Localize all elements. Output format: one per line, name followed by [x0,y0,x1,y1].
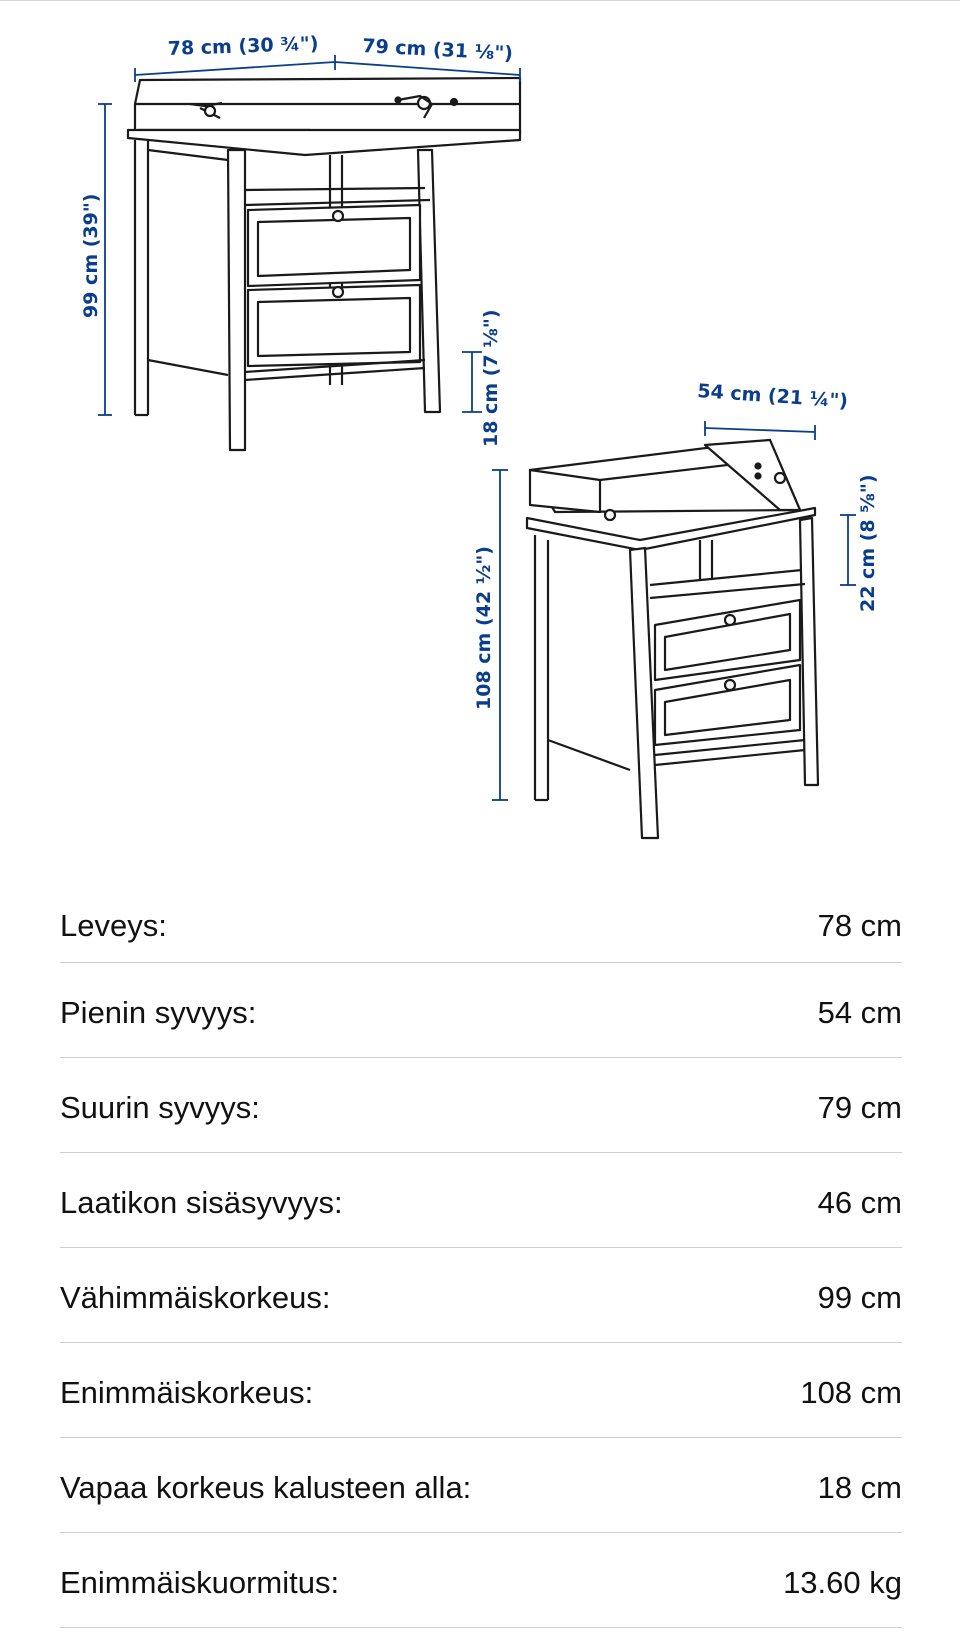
spec-label: Enimmäiskuormitus: [60,1565,340,1600]
spec-label: Suurin syvyys: [60,1090,260,1125]
spec-row-min-height [60,1248,902,1343]
spec-label: Leveys: [60,908,167,943]
spec-value: 78 cm [817,908,902,943]
open-width-label: 78 cm (30 ¾") [167,32,319,60]
dimension-spec-list [60,878,902,1628]
open-table-drawing [128,78,520,450]
closed-depth-label: 54 cm (21 ¼") [696,380,849,413]
spec-value: 18 cm [817,1470,902,1505]
top-height-label: 22 cm (8 ⅝") [857,474,879,612]
spec-label: Pienin syvyys: [60,995,257,1030]
spec-row-max-depth [60,1058,902,1153]
spec-label: Vähimmäiskorkeus: [60,1280,331,1315]
open-height-label: 99 cm (39") [80,193,102,318]
spec-label: Laatikon sisäsyvyys: [60,1185,343,1220]
closed-table-drawing [527,440,818,838]
spec-label: Vapaa korkeus kalusteen alla: [60,1470,472,1505]
spec-row-width [60,878,902,963]
spec-value: 54 cm [817,995,902,1030]
spec-value: 79 cm [817,1090,902,1125]
spec-value: 108 cm [800,1375,902,1410]
open-depth-label: 79 cm (31 ⅛") [361,35,514,65]
spec-row-drawer-depth [60,1153,902,1248]
closed-height-label: 108 cm (42 ½") [473,546,495,710]
spec-value: 46 cm [817,1185,902,1220]
spec-row-min-depth [60,963,902,1058]
spec-value: 13.60 kg [783,1565,902,1600]
spec-value: 99 cm [817,1280,902,1315]
spec-row-max-height [60,1343,902,1438]
spec-row-clearance [60,1438,902,1533]
clearance-label: 18 cm (7 ⅛") [480,309,502,447]
spec-row-max-load [60,1533,902,1628]
spec-label: Enimmäiskorkeus: [60,1375,314,1410]
